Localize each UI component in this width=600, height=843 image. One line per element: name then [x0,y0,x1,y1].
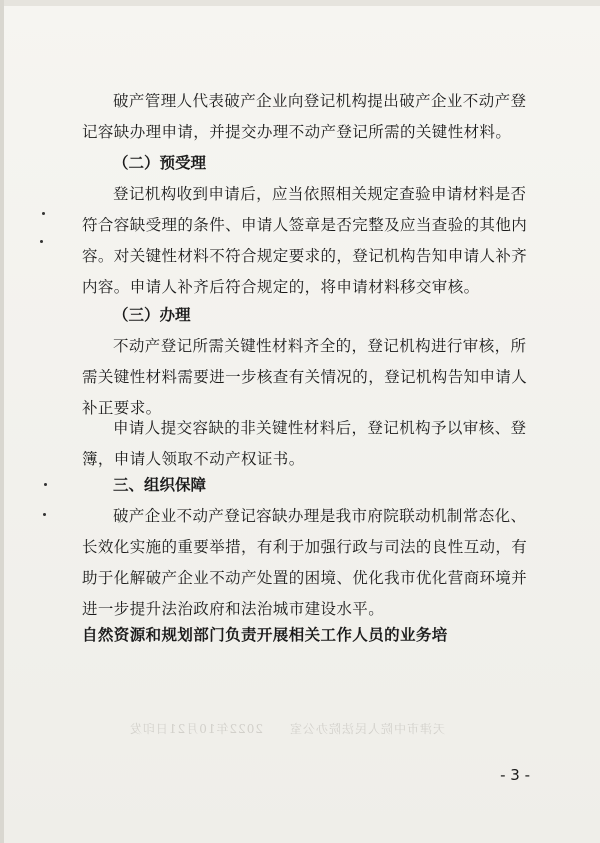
bleed-through-footer: 天津市中院人民法院办公室 2022年10月21日印发 [128,722,445,736]
paragraph-registration: 申请人提交容缺的非关键性材料后，登记机构予以审核、登簿，申请人领取不动产权证书。 [82,419,527,468]
paragraph-processing: 不动产登记所需关键性材料齐全的，登记机构进行审核，所需关键性材料需要进一步核查有关情况的，登记机构告知申请人补正要求。 [82,337,528,417]
heading-processing: （三）办理 [113,306,191,324]
paragraph-pre-acceptance: 登记机构收到申请后，应当依照相关规定查验申请材料是否符合容缺受理的条件、申请人签章是否完整及应当查验的其他内容。对关键性材料不符合规定要求的，登记机构告知申请人补齐内容。申请人补齐后符合规定的，将申请材料移交审核。 [82,185,528,296]
scan-speck [40,240,43,243]
paragraph-application: 破产管理人代表破产企业向登记机构提出破产企业不动产登记容缺办理申请，并提交办理不动产登记所需的关键性材料。 [82,92,527,141]
heading-organization: 三、组织保障 [113,476,207,494]
paragraph-training: 自然资源和规划部门负责开展相关工作人员的业务培 [82,626,448,644]
scan-speck [42,212,45,215]
scan-speck [43,513,46,516]
paragraph-organization: 破产企业不动产登记容缺办理是我市府院联动机制常态化、长效化实施的重要举措，有利于加强行政与司法的良性互动，有助于化解破产企业不动产处置的困境、优化我市优化营商环境并进一步提升法治政府和法治城市建设水平。 [82,507,528,618]
scan-speck [44,483,47,486]
scan-top-mark [0,0,600,6]
scan-left-edge [0,0,4,843]
heading-pre-acceptance: （二）预受理 [113,154,207,172]
page-number: - 3 - [500,766,530,784]
